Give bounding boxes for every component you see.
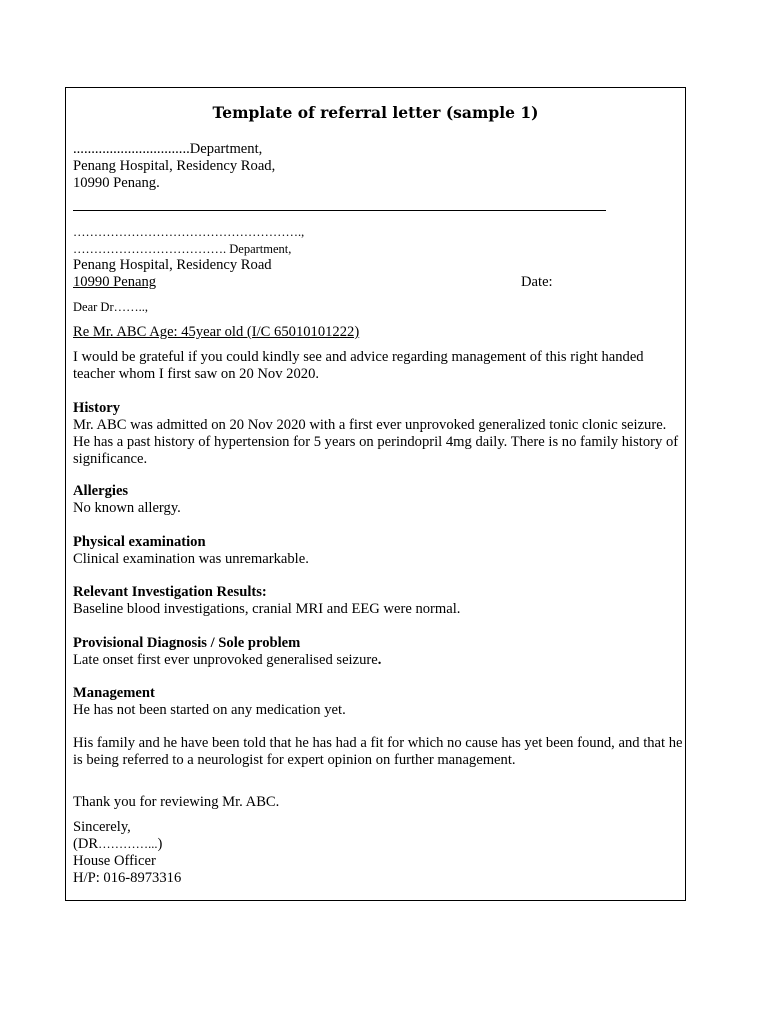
intro-paragraph: I would be grateful if you could kindly see and advice regarding management of this right handed teacher whom I first saw on 20 Nov 2020. <box>73 349 644 382</box>
signature-dots: …………... <box>98 837 158 851</box>
history-heading: History <box>73 400 121 416</box>
subject-line: Re Mr. ABC Age: 45year old (I/C 65010101222) <box>73 324 360 340</box>
diagnosis-heading: Provisional Diagnosis / Sole problem <box>73 635 301 651</box>
sender-department: ................................Department, <box>73 141 263 157</box>
document-title: Template of referral letter (sample 1) <box>212 103 539 122</box>
signer-phone: H/P: 016-8973316 <box>73 870 182 886</box>
investigations-text: Baseline blood investigations, cranial MRI and EEG were normal. <box>73 601 461 617</box>
family-note-paragraph: His family and he have been told that he has had a fit for which no cause has yet been found, and that he is being referred to a neurologist for expert opinion on further management. <box>73 735 683 768</box>
management-text: He has not been started on any medication yet. <box>73 702 346 718</box>
physical-exam-text: Clinical examination was unremarkable. <box>73 551 309 567</box>
letter-frame <box>65 87 686 901</box>
recipient-name-line: ………………………………………………., <box>73 225 305 239</box>
signature-close: ) <box>157 836 163 852</box>
diagnosis-text <box>73 652 381 669</box>
signature-line <box>73 836 162 853</box>
diagnosis-text-period: . <box>377 652 382 668</box>
date-label: Date: <box>521 274 553 290</box>
thanks-line: Thank you for reviewing Mr. ABC. <box>73 794 280 810</box>
investigations-heading: Relevant Investigation Results: <box>73 584 267 600</box>
recipient-address-line2: 10990 Penang <box>73 274 157 290</box>
sign-off: Sincerely, <box>73 819 131 835</box>
physical-exam-heading: Physical examination <box>73 534 206 550</box>
recipient-address-line1: Penang Hospital, Residency Road <box>73 257 272 273</box>
sender-address-line2: 10990 Penang. <box>73 175 160 191</box>
salutation: Dear Dr…….., <box>73 300 148 314</box>
allergies-text: No known allergy. <box>73 500 181 516</box>
allergies-heading: Allergies <box>73 483 129 499</box>
recipient-department: ………………………………. Department, <box>73 242 292 256</box>
separator-line <box>73 210 606 211</box>
signature-open: (DR <box>73 836 99 852</box>
history-text: Mr. ABC was admitted on 20 Nov 2020 with a first ever unprovoked generalized tonic clonic seizure. He has a past history of hypertension for 5 years on perindopril 4mg daily. There is no family history of significance. <box>73 417 679 467</box>
sender-address-line1: Penang Hospital, Residency Road, <box>73 158 276 174</box>
diagnosis-text-body: Late onset first ever unprovoked generalised seizure <box>73 652 378 668</box>
signer-role: House Officer <box>73 853 156 869</box>
management-heading: Management <box>73 685 155 701</box>
